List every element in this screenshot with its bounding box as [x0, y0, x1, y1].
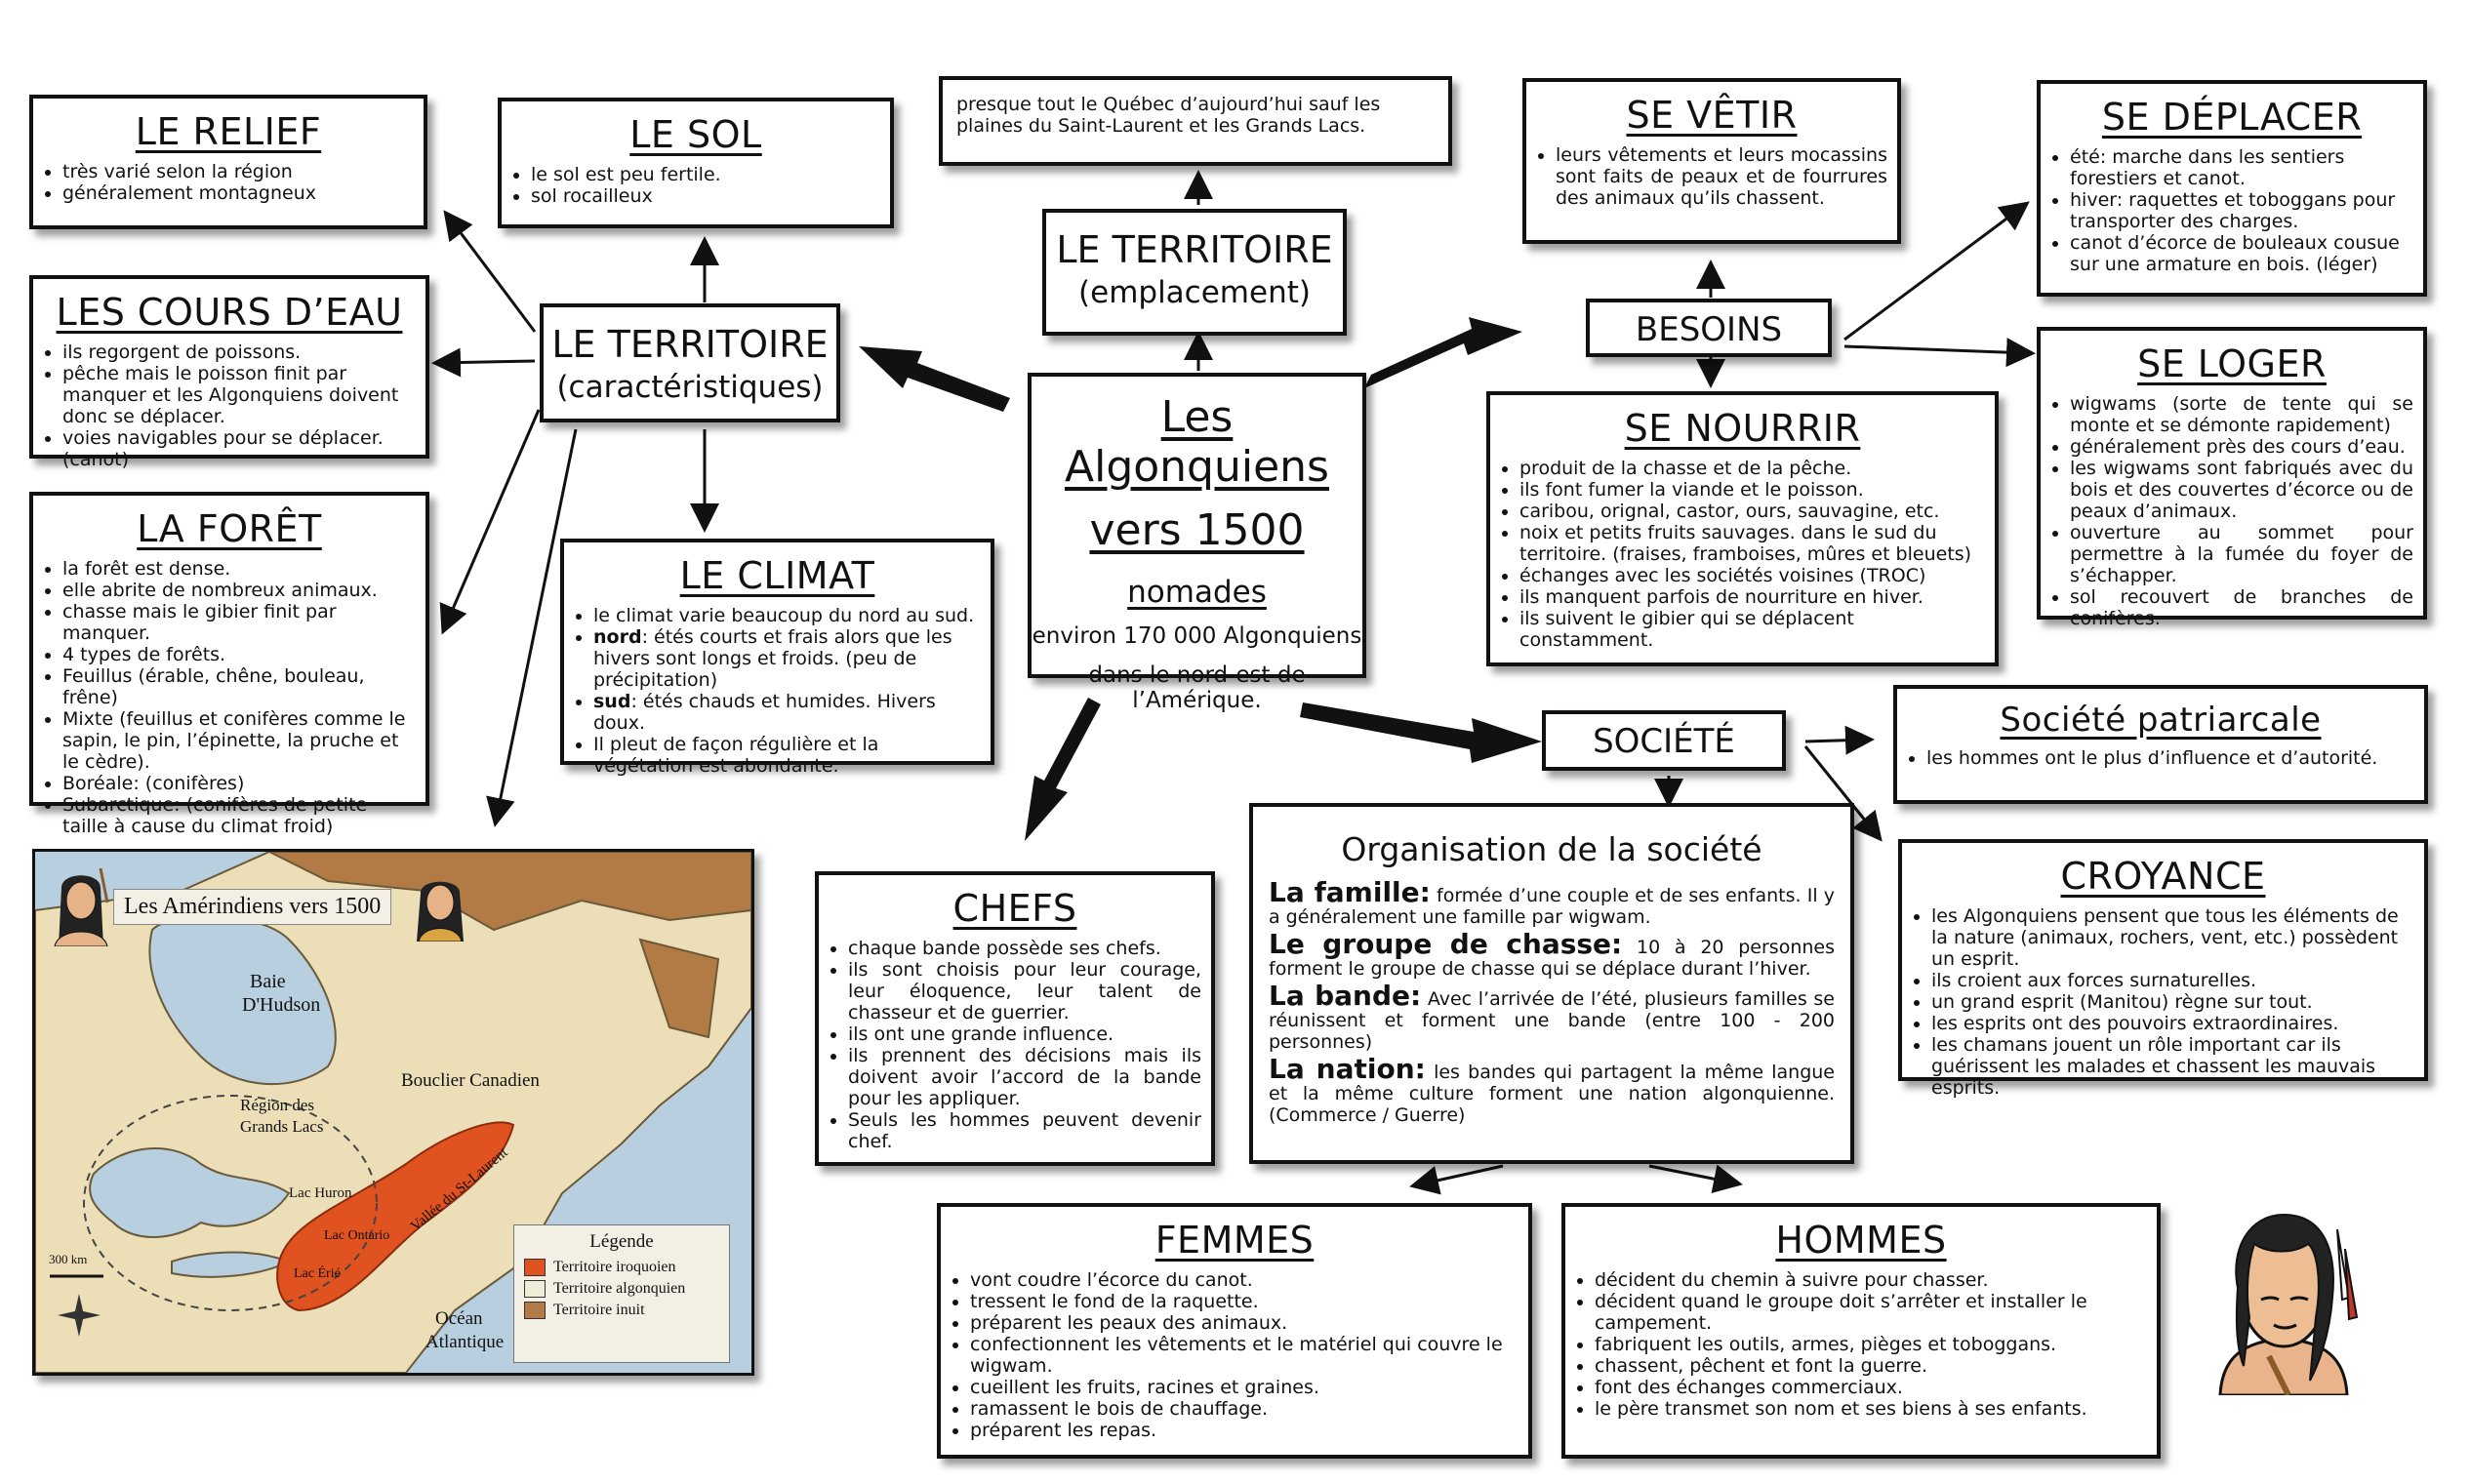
map-label-region2: Grands Lacs — [240, 1117, 324, 1136]
list-item: • leurs vêtements et leurs mocassins sont faits de peaux et de fourrures des animaux qu’ils chassent. — [1556, 144, 1887, 209]
list-item: • canot d’écorce de bouleaux cousue sur une armature en bois. (léger) — [2070, 232, 2413, 275]
list-item: • font des échanges commerciaux. — [1595, 1377, 2147, 1398]
list-item: • le climat varie beaucoup du nord au sud. — [593, 605, 981, 626]
list-item: • les Algonquiens pensent que tous les éléments de la nature (animaux, rochers, vent, etc.) possèdent un esprit. — [1931, 905, 2414, 970]
center-title-line2: vers 1500 — [1089, 505, 1305, 555]
vetir-title: SE VÊTIR — [1626, 94, 1798, 137]
list-item: • très varié selon la région — [62, 161, 414, 182]
list-item: • caribou, orignal, castor, ours, sauvagine, etc. — [1519, 501, 1985, 522]
list-item: • sol recouvert de branches de conifères. — [2070, 586, 2413, 629]
cours-eau-title: LES COURS D’EAU — [56, 291, 403, 334]
legend-item: Territoire iroquoien — [524, 1259, 719, 1276]
vetir-list — [1526, 144, 1897, 209]
territoire-caracteristiques-box — [540, 303, 840, 422]
list-item: • pêche mais le poisson finit par manquer et les Algonquiens doivent donc se déplacer. — [62, 363, 416, 427]
sol-list — [502, 164, 890, 207]
list-item: • noix et petits fruits sauvages. dans le sud du territoire. (fraises, framboises, mûres et bleuets) — [1519, 522, 1985, 565]
patriarcale-title: Société patriarcale — [2000, 701, 2322, 740]
list-item: • les chamans jouent un rôle important car ils guérissent les malades et chassent les mauvais esprits. — [1931, 1034, 2414, 1099]
climat-title: LE CLIMAT — [679, 554, 875, 597]
territoire-carac-subtitle: (caractéristiques) — [556, 370, 824, 405]
foret-list — [33, 558, 425, 837]
hommes-title: HOMMES — [1775, 1219, 1947, 1262]
emplacement-note: presque tout le Québec d’aujourd’hui sauf les plaines du Saint-Laurent et les Grands Lacs. — [956, 94, 1381, 137]
territoire-empl-subtitle: (emplacement) — [1078, 275, 1311, 310]
territoire-emplacement-box — [1042, 209, 1347, 336]
list-item: • ramassent le bois de chauffage. — [970, 1398, 1518, 1420]
list-item: • les hommes ont le plus d’influence et d’autorité. — [1926, 747, 2414, 769]
relief-box — [29, 95, 427, 229]
list-item: • le père transmet son nom et ses biens à ses enfants. — [1595, 1398, 2147, 1420]
societe-box — [1542, 710, 1786, 771]
cours-eau-list — [33, 341, 425, 470]
list-item: • généralement près des cours d’eau. — [2070, 436, 2413, 458]
center-title-line1: Les Algonquiens — [1065, 392, 1329, 492]
organisation-bande: La bande: Avec l’arrivée de l’été, plusieurs familles se réunissent et forment une bande (entre 100 - 200 personnes) — [1269, 980, 1835, 1053]
list-item: • Subarctique: (conifères de petite taille à cause du climat froid) — [62, 794, 416, 837]
croyance-title: CROYANCE — [2060, 855, 2266, 898]
list-item: • la forêt est dense. — [62, 558, 416, 580]
nourrir-title: SE NOURRIR — [1624, 407, 1861, 450]
list-item: • wigwams (sorte de tente qui se monte et se démonte rapidement) — [2070, 393, 2413, 436]
map-label-bouclier: Bouclier Canadien — [401, 1070, 540, 1091]
list-item: • ils croient aux forces surnaturelles. — [1931, 970, 2414, 991]
sol-title: LE SOL — [629, 113, 762, 156]
list-item: • les esprits ont des pouvoirs extraordinaires. — [1931, 1013, 2414, 1034]
map-label-region1: Région des — [240, 1096, 315, 1114]
legend-item: Territoire algonquien — [524, 1280, 719, 1298]
croyance-box — [1898, 839, 2428, 1099]
list-item: • préparent les repas. — [970, 1420, 1518, 1441]
chefs-list — [819, 938, 1211, 1152]
list-item: • cueillent les fruits, racines et graines. — [970, 1377, 1518, 1398]
center-location: dans le nord-est de l’Amérique. — [1088, 662, 1306, 713]
besoins-box — [1586, 299, 1832, 357]
climat-list — [564, 605, 991, 777]
warrior-portrait-icon — [47, 863, 115, 946]
legend-title: Légende — [589, 1231, 654, 1252]
femmes-box — [937, 1203, 1532, 1459]
nourrir-list — [1490, 458, 1995, 651]
loger-title: SE LOGER — [2137, 342, 2327, 385]
map-label-ontario: Lac Ontario — [324, 1228, 390, 1243]
list-item: • produit de la chasse et de la pêche. — [1519, 458, 1985, 479]
cours-eau-box — [29, 275, 429, 470]
list-item: • tressent le fond de la raquette. — [970, 1291, 1518, 1312]
territoire-carac-title: LE TERRITOIRE — [551, 323, 829, 366]
list-item: • sud: étés chauds et humides. Hivers doux. — [593, 691, 981, 734]
list-item: • Seuls les hommes peuvent devenir chef. — [848, 1109, 1201, 1152]
map-label-atlantique: Atlantique — [425, 1332, 505, 1352]
list-item: • ils regorgent de poissons. — [62, 341, 416, 363]
man-portrait-icon — [2201, 1210, 2367, 1395]
list-item: • Feuillus (érable, chêne, bouleau, frêne) — [62, 665, 416, 708]
list-item: • ils suivent le gibier qui se déplacent constamment. — [1519, 608, 1985, 651]
relief-list — [33, 161, 424, 204]
loger-list — [2041, 393, 2423, 629]
chefs-box — [815, 871, 1215, 1166]
list-item: • ouverture au sommet pour permettre à la fumée du foyer de s’échapper. — [2070, 522, 2413, 586]
besoins-title: BESOINS — [1635, 310, 1783, 349]
hommes-box — [1561, 1203, 2161, 1459]
list-item: • voies navigables pour se déplacer. (canot) — [62, 427, 416, 470]
list-item: • préparent les peaux des animaux. — [970, 1312, 1518, 1334]
list-item: • vont coudre l’écorce du canot. — [970, 1269, 1518, 1291]
list-item: • échanges avec les sociétés voisines (TROC) — [1519, 565, 1985, 586]
organisation-groupe: Le groupe de chasse: 10 à 20 personnes forment le groupe de chasse qui se déplace durant l’hiver. — [1269, 928, 1836, 980]
center-nomades: nomades — [1127, 575, 1267, 610]
femmes-title: FEMMES — [1154, 1219, 1315, 1262]
territoire-empl-title: LE TERRITOIRE — [1056, 228, 1333, 271]
list-item: • décident quand le groupe doit s’arrêter et installer le campement. — [1595, 1291, 2147, 1334]
organisation-famille: La famille: formée d’une couple et de ses enfants. Il y a généralement une famille par wigwam. — [1269, 876, 1836, 928]
organisation-box — [1249, 803, 1854, 1164]
list-item: • confectionnent les vêtements et le matériel qui couvre le wigwam. — [970, 1334, 1518, 1377]
foret-title: LA FORÊT — [137, 507, 322, 550]
vetir-box — [1522, 78, 1901, 244]
hommes-list — [1565, 1269, 2157, 1420]
legend-swatch-inuit — [524, 1302, 546, 1319]
map-label-ocean: Océan — [435, 1308, 483, 1329]
list-item: • Boréale: (conifères) — [62, 773, 416, 794]
legend-swatch-algonquien — [524, 1280, 546, 1298]
deplacer-box — [2037, 80, 2427, 297]
deplacer-list — [2041, 146, 2423, 275]
list-item: • Il pleut de façon régulière et la végétation est abondante. — [593, 734, 981, 777]
woman-portrait-icon — [411, 873, 469, 942]
map-title: Les Amérindiens vers 1500 — [113, 889, 391, 925]
list-item: • les wigwams sont fabriqués avec du bois et des couvertes d’écorce ou de peaux d’animaux. — [2070, 458, 2413, 522]
patriarcale-list — [1897, 747, 2424, 769]
legend-item: Territoire inuit — [524, 1302, 719, 1319]
list-item: • chassent, pêchent et font la guerre. — [1595, 1355, 2147, 1377]
list-item: • hiver: raquettes et toboggans pour transporter des charges. — [2070, 189, 2413, 232]
list-item: • Mixte (feuillus et conifères comme le sapin, le pin, l’épinette, la pruche et le cèdre). — [62, 708, 416, 773]
center-box — [1028, 373, 1366, 713]
map-legend — [513, 1224, 730, 1363]
list-item: • sol rocailleux — [531, 185, 880, 207]
list-item: • été: marche dans les sentiers forestiers et canot. — [2070, 146, 2413, 189]
croyance-list — [1902, 905, 2424, 1099]
list-item: • chasse mais le gibier finit par manquer. — [62, 601, 416, 644]
map-box — [32, 849, 754, 1376]
map-label-erie: Lac Érié — [294, 1266, 341, 1281]
list-item: • le sol est peu fertile. — [531, 164, 880, 185]
deplacer-title: SE DÉPLACER — [2101, 96, 2363, 139]
foret-box — [29, 492, 429, 837]
list-item: • décident du chemin à suivre pour chasser. — [1595, 1269, 2147, 1291]
list-item: • 4 types de forêts. — [62, 644, 416, 665]
femmes-list — [941, 1269, 1528, 1441]
societe-title: SOCIÉTÉ — [1593, 722, 1735, 761]
list-item: • fabriquent les outils, armes, pièges et toboggans. — [1595, 1334, 2147, 1355]
loger-box — [2037, 327, 2427, 629]
list-item: • ils manquent parfois de nourriture en hiver. — [1519, 586, 1985, 608]
nourrir-box — [1486, 391, 1999, 666]
list-item: • nord: étés courts et frais alors que les hivers sont longs et froids. (peu de précipitation) — [593, 626, 981, 691]
list-item: • chaque bande possède ses chefs. — [848, 938, 1201, 959]
list-item: • ils ont une grande influence. — [848, 1023, 1201, 1045]
list-item: • généralement montagneux — [62, 182, 414, 204]
sol-box — [498, 98, 894, 228]
center-population: environ 170 000 Algonquiens — [1032, 623, 1362, 649]
map-label-huron: Lac Huron — [289, 1185, 352, 1201]
climat-box — [560, 539, 994, 777]
list-item: • un grand esprit (Manitou) règne sur tout. — [1931, 991, 2414, 1013]
list-item: • ils sont choisis pour leur courage, leur éloquence, leur talent de chasseur et de guerrier. — [848, 959, 1201, 1023]
list-item: • ils font fumer la viande et le poisson. — [1519, 479, 1985, 501]
list-item: • ils prennent des décisions mais ils doivent avoir l’accord de la bande pour les appliquer. — [848, 1045, 1201, 1109]
organisation-title: Organisation de la société — [1341, 830, 1762, 868]
map-label-vallee: Vallée du St-Laurent — [408, 1144, 511, 1235]
legend-swatch-iroquoien — [524, 1259, 546, 1276]
map-label-hudson: D'Hudson — [242, 994, 321, 1016]
list-item: • elle abrite de nombreux animaux. — [62, 580, 416, 601]
organisation-nation: La nation: les bandes qui partagent la même langue et la même culture forment une nation algonquienne. (Commerce / Guerre) — [1269, 1053, 1836, 1126]
map-scale: 300 km — [49, 1252, 88, 1266]
map-label-baie: Baie — [250, 971, 286, 992]
patriarcale-box — [1893, 685, 2428, 804]
emplacement-note-box — [939, 76, 1452, 166]
chefs-title: CHEFS — [952, 887, 1077, 930]
relief-title: LE RELIEF — [135, 110, 322, 153]
